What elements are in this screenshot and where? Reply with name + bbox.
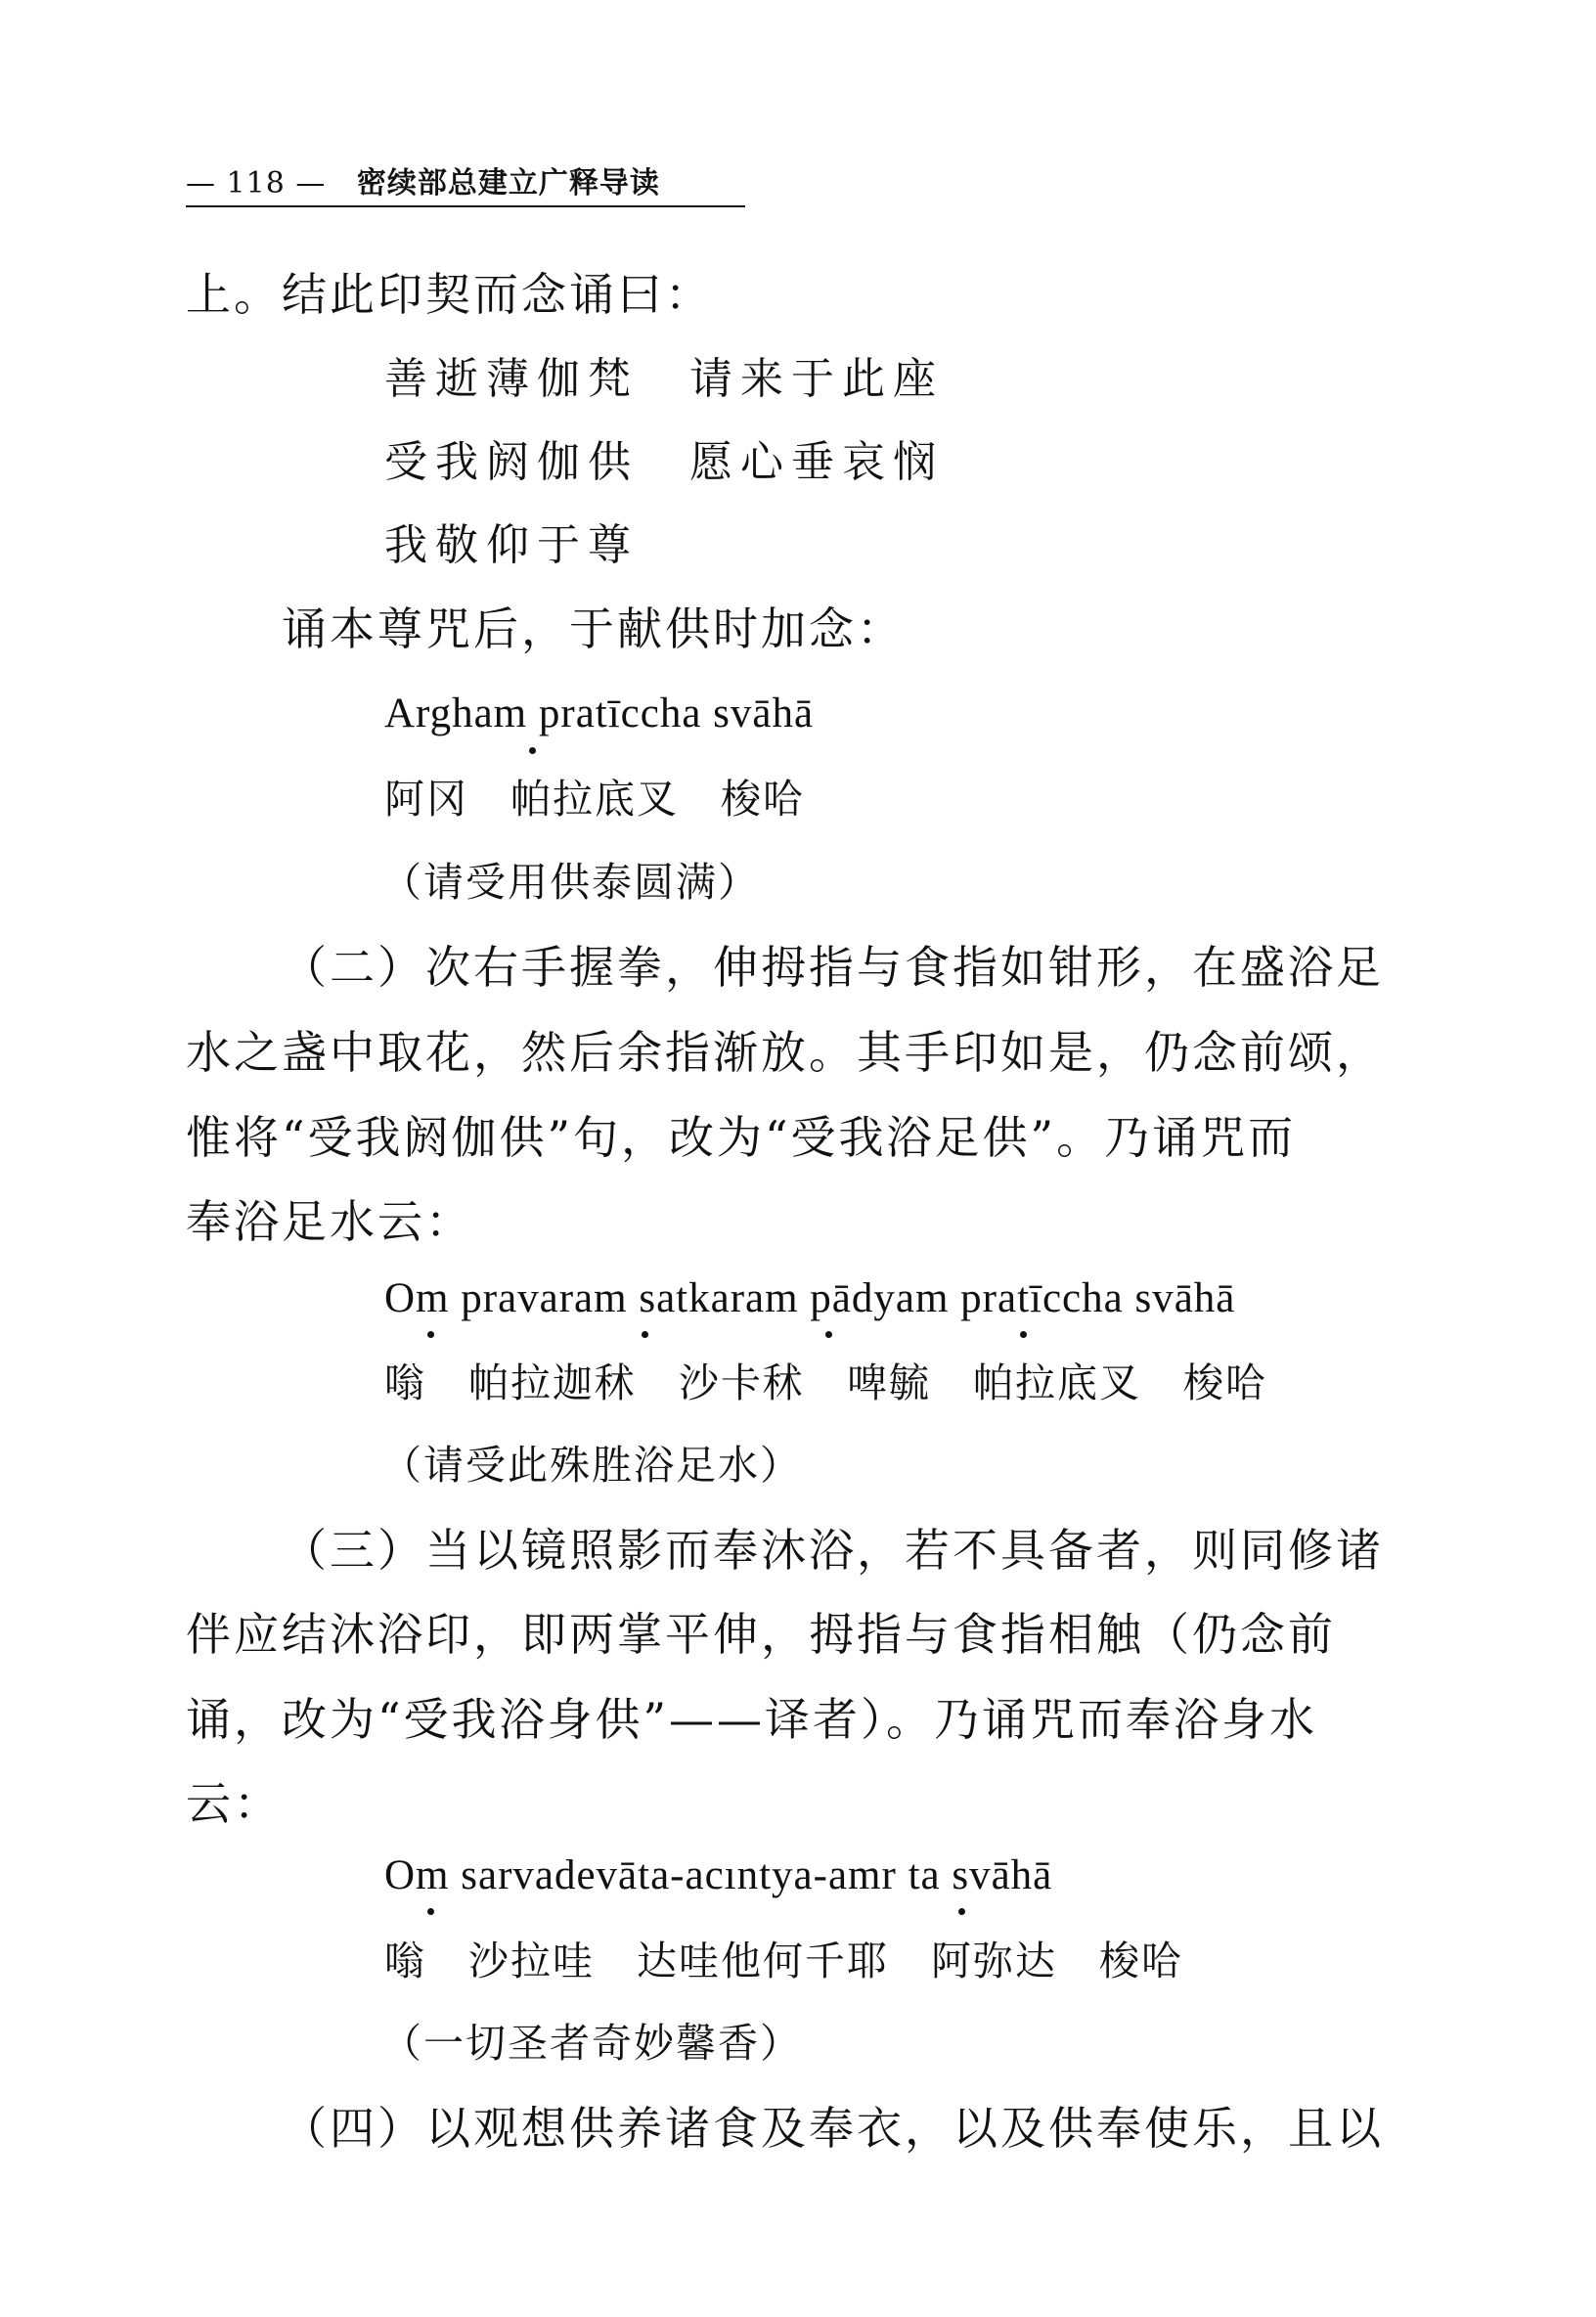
diacritic-dot bbox=[958, 1908, 965, 1915]
verse-line: 受我阏伽供 愿心垂哀悯 bbox=[384, 437, 944, 487]
verse-line: 善逝薄伽梵 请来于此座 bbox=[384, 354, 944, 404]
diacritic-dot bbox=[825, 1331, 832, 1338]
mantra-transliteration: Om pravaram satkaram pādyam pratīccha svāhā bbox=[384, 1275, 1236, 1321]
verse-line: 我敬仰于尊 bbox=[384, 520, 639, 570]
body-line: 惟将“受我阏伽供”句，改为“受我浴足供”。乃诵咒而 bbox=[186, 1111, 1297, 1164]
mantra-transcription: 嗡 沙拉哇 达哇他何千耶 阿弥达 梭哈 bbox=[384, 1938, 1183, 1984]
mantra-meaning: （请受用供泰圆满） bbox=[381, 859, 760, 906]
body-line: 云： bbox=[186, 1777, 282, 1830]
diacritic-dot bbox=[427, 1908, 434, 1915]
diacritic-dot bbox=[642, 1331, 648, 1338]
body-line: 水之盏中取花，然后余指渐放。其手印如是，仍念前颂， bbox=[186, 1026, 1384, 1079]
running-header bbox=[186, 162, 745, 207]
diacritic-dot bbox=[529, 747, 536, 754]
page-number: — 118 — bbox=[186, 166, 327, 201]
body-line: 伴应结沐浴印，即两掌平伸，拇指与食指相触（仍念前 bbox=[186, 1608, 1336, 1661]
mantra-meaning: （请受此殊胜浴足水） bbox=[381, 1442, 802, 1489]
body-line: （三）当以镜照影而奉沐浴，若不具备者，则同修诸 bbox=[282, 1524, 1384, 1577]
mantra-transliteration: Om sarvadevāta-acıntya-amr ta svāhā bbox=[384, 1852, 1053, 1898]
body-line: （二）次右手握拳，伸拇指与食指如钳形，在盛浴足 bbox=[282, 941, 1384, 994]
body-line: 上。结此印契而念诵曰： bbox=[186, 268, 713, 321]
diacritic-dot bbox=[427, 1331, 434, 1338]
mantra-meaning: （一切圣者奇妙馨香） bbox=[381, 2020, 802, 2067]
mantra-transcription: 嗡 帕拉迦秫 沙卡秫 啤毓 帕拉底叉 梭哈 bbox=[384, 1359, 1267, 1406]
body-line: （四）以观想供养诸食及奉衣，以及供奉使乐，且以 bbox=[282, 2102, 1384, 2155]
body-line: 诵本尊咒后，于献供时加念： bbox=[282, 602, 905, 655]
diacritic-dot bbox=[1020, 1331, 1027, 1338]
body-line: 诵，改为“受我浴身供”——译者）。乃诵咒而奉浴身水 bbox=[186, 1693, 1318, 1746]
mantra-transliteration: Argham pratīccha svāhā bbox=[384, 691, 815, 736]
book-title: 密续部总建立广释导读 bbox=[356, 166, 660, 201]
mantra-transcription: 阿冈 帕拉底叉 梭哈 bbox=[384, 776, 805, 823]
body-line: 奉浴足水云： bbox=[186, 1195, 473, 1248]
